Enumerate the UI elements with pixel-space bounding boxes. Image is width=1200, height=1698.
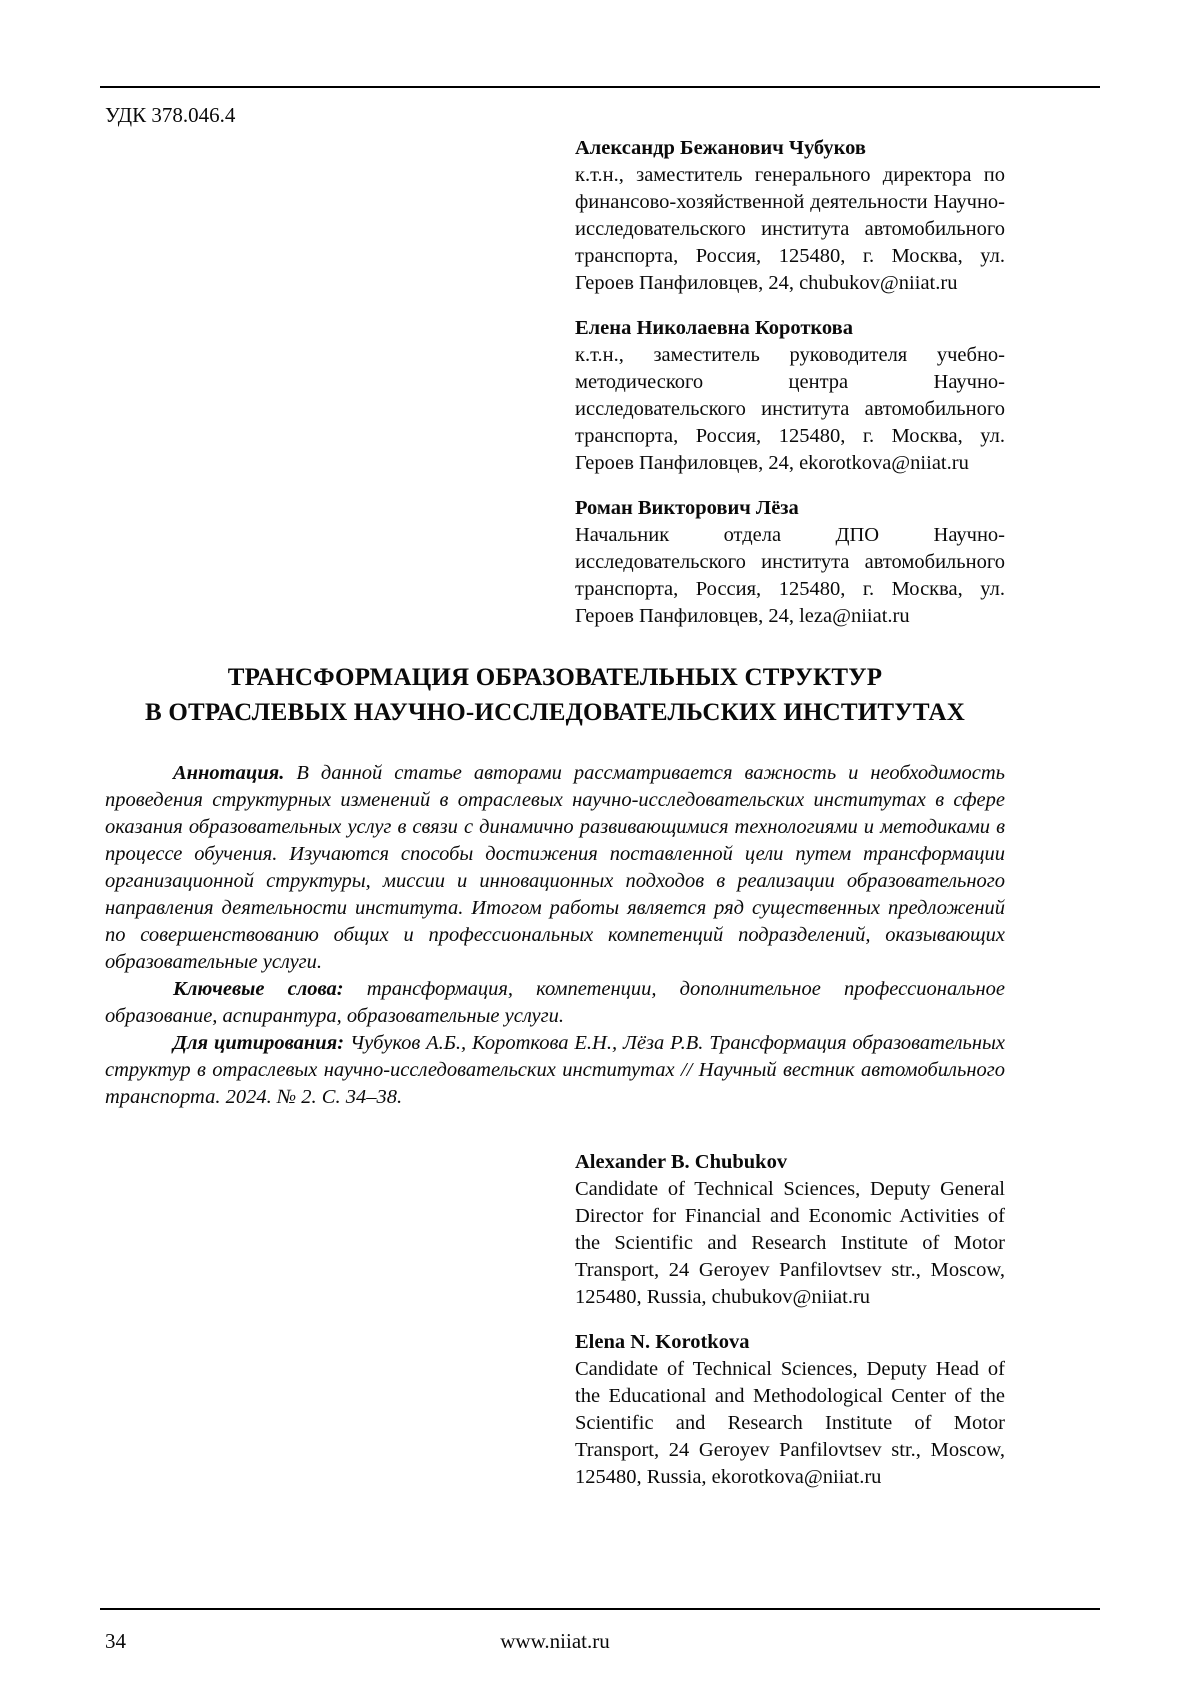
author-bio: Candidate of Technical Sciences, Deputy Head of the Educational and Methodological Center of the Scientific and Research Institute of Motor Transport, 24 Geroyev Panfilovtsev str., Moscow, 125480, Russia, ekorotkova@niiat.ru <box>575 1358 1005 1488</box>
footer <box>105 1628 1005 1655</box>
author-block <box>575 1149 1005 1311</box>
abstract-text: В данной статье авторами рассматривается важность и необходимость проведения структурных изменений в отраслевых научно-исследовательских институтах в сфере оказания образовательных услуг в связи с динамично развивающимися технологиями и методиками в процессе обучения. Изучаются способы достижения поставленной цели путем трансформации организационной структуры, миссии и инновационных подходов в реализации образовательного направления деятельности института. Итогом работы является ряд существенных предложений по совершенствованию общих и профессиональных компетенций подразделений, оказывающих образовательные услуги. <box>105 762 1005 973</box>
author-name: Александр Бежанович Чубуков <box>575 137 866 159</box>
page-number: 34 <box>105 1629 126 1653</box>
footer-rule-divider <box>100 1608 1100 1610</box>
author-bio: к.т.н., заместитель генерального директора по финансово-хозяйственной деятельности Научно-исследовательского института автомобильного транспорта, Россия, 125480, г. Москва, ул. Героев Панфиловцев, 24, chubukov@niiat.ru <box>575 164 1005 294</box>
author-block <box>575 495 1005 630</box>
abstract-label: Аннотация. <box>173 762 285 784</box>
keywords-label: Ключевые слова: <box>173 978 344 1000</box>
udc-label: УДК 378.046.4 <box>105 103 236 127</box>
author-name: Елена Николаевна Короткова <box>575 317 853 339</box>
author-bio: к.т.н., заместитель руководителя учебно-методического центра Научно-исследовательского института автомобильного транспорта, Россия, 125480, г. Москва, ул. Героев Панфиловцев, 24, ekorotkova@niiat.ru <box>575 344 1005 474</box>
keywords-paragraph <box>105 976 1005 1030</box>
citation-text: Чубуков А.Б., Короткова Е.Н., Лёза Р.В. Трансформация образовательных структур в отраслевых научно-исследовательских институтах // Научный вестник автомобильного транспорта. 2024. № 2. С. 34–38. <box>105 1032 1005 1108</box>
author-name: Alexander B. Chubukov <box>575 1151 788 1173</box>
author-block <box>575 1329 1005 1491</box>
author-block <box>575 315 1005 477</box>
abstract-section <box>105 760 1005 1111</box>
paper-title <box>105 660 1005 730</box>
author-name: Роман Викторович Лёза <box>575 497 799 519</box>
top-rule-divider <box>100 86 1100 88</box>
author-name: Elena N. Korotkova <box>575 1331 750 1353</box>
authors-ru-block <box>575 135 1005 630</box>
site-url: www.niiat.ru <box>500 1629 610 1653</box>
author-bio: Candidate of Technical Sciences, Deputy General Director for Financial and Economic Activities of the Scientific and Research Institute of Motor Transport, 24 Geroyev Panfilovtsev str., Moscow, 125480, Russia, chubukov@niiat.ru <box>575 1178 1005 1308</box>
keywords-text: трансформация, компетенции, дополнительное профессиональное образование, аспирантура, образовательные услуги. <box>105 978 1005 1027</box>
author-bio: Начальник отдела ДПО Научно-исследовательского института автомобильного транспорта, Россия, 125480, г. Москва, ул. Героев Панфиловцев, 24, leza@niiat.ru <box>575 524 1005 627</box>
abstract-paragraph <box>105 760 1005 976</box>
citation-paragraph <box>105 1030 1005 1111</box>
paper-title-line1: ТРАНСФОРМАЦИЯ ОБРАЗОВАТЕЛЬНЫХ СТРУКТУР <box>227 664 883 691</box>
citation-label: Для цитирования: <box>173 1032 345 1054</box>
authors-en-block <box>575 1149 1005 1491</box>
paper-title-line2: В ОТРАСЛЕВЫХ НАУЧНО-ИССЛЕДОВАТЕЛЬСКИХ ИНСТИТУТАХ <box>145 699 965 726</box>
author-block <box>575 135 1005 297</box>
